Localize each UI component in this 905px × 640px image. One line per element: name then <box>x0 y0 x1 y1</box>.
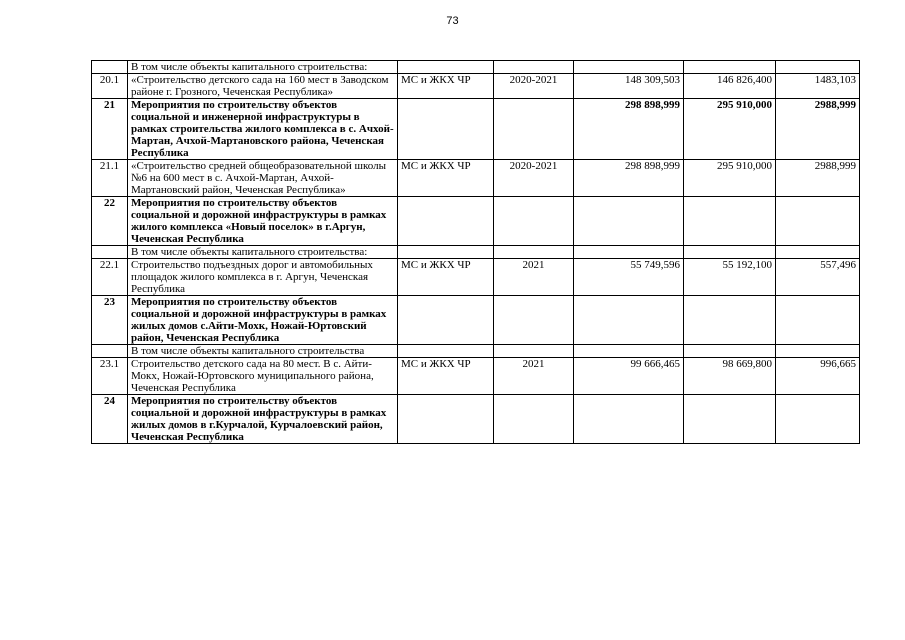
row-number: 23 <box>92 296 128 345</box>
row-period <box>494 197 574 246</box>
row-period <box>494 345 574 358</box>
table-row <box>92 296 860 345</box>
row-total-value: 99 666,465 <box>574 358 684 395</box>
row-number <box>92 246 128 259</box>
row-name: «Строительство средней общеобразовательной школы №6 на 600 мест в с. Ачхой-Мартан, Ачхой-Мартановский район, Чеченская Республика» <box>128 160 398 197</box>
row-executor: МС и ЖКХ ЧР <box>398 74 494 99</box>
row-regional-value <box>776 197 860 246</box>
row-executor: МС и ЖКХ ЧР <box>398 160 494 197</box>
row-period: 2020-2021 <box>494 160 574 197</box>
row-name: «Строительство детского сада на 160 мест в Заводском районе г. Грозного, Чеченская Республика» <box>128 74 398 99</box>
row-federal-value <box>684 395 776 444</box>
row-name: Мероприятия по строительству объектов социальной и инженерной инфраструктуры в рамках строительства жилого комплекса в с. Ачхой-Мартан, Ачхой-Мартановского района, Чеченская Республика <box>128 99 398 160</box>
row-name: В том числе объекты капитального строительства: <box>128 61 398 74</box>
table-row <box>92 61 860 74</box>
row-executor <box>398 61 494 74</box>
row-federal-value <box>684 197 776 246</box>
row-regional-value <box>776 395 860 444</box>
row-executor <box>398 197 494 246</box>
row-total-value: 148 309,503 <box>574 74 684 99</box>
row-total-value <box>574 246 684 259</box>
row-period: 2021 <box>494 358 574 395</box>
row-federal-value: 295 910,000 <box>684 99 776 160</box>
row-regional-value: 2988,999 <box>776 160 860 197</box>
row-regional-value <box>776 246 860 259</box>
row-federal-value: 146 826,400 <box>684 74 776 99</box>
row-number <box>92 345 128 358</box>
row-regional-value <box>776 61 860 74</box>
row-period <box>494 61 574 74</box>
row-executor <box>398 395 494 444</box>
row-executor: МС и ЖКХ ЧР <box>398 259 494 296</box>
row-period <box>494 395 574 444</box>
table-row <box>92 345 860 358</box>
row-number: 22.1 <box>92 259 128 296</box>
table-row <box>92 246 860 259</box>
row-name: Мероприятия по строительству объектов социальной и дорожной инфраструктуры в рамках жилых домов в г.Курчалой, Курчалоевский район, Чеченская Республика <box>128 395 398 444</box>
row-executor <box>398 246 494 259</box>
row-regional-value <box>776 345 860 358</box>
row-number <box>92 61 128 74</box>
row-number: 21 <box>92 99 128 160</box>
table-row <box>92 197 860 246</box>
row-total-value <box>574 61 684 74</box>
row-total-value <box>574 395 684 444</box>
row-executor <box>398 296 494 345</box>
row-federal-value <box>684 61 776 74</box>
row-total-value: 55 749,596 <box>574 259 684 296</box>
table-row <box>92 74 860 99</box>
row-name: Строительство подъездных дорог и автомобильных площадок жилого комплекса в г. Аргун, Чеченская Республика <box>128 259 398 296</box>
row-number: 22 <box>92 197 128 246</box>
row-number: 20.1 <box>92 74 128 99</box>
row-total-value <box>574 345 684 358</box>
table-body <box>92 61 860 444</box>
table-row <box>92 358 860 395</box>
row-name: Мероприятия по строительству объектов социальной и дорожной инфраструктуры в рамках жилых домов с.Айти-Мохк, Ножай-Юртовский район, Чеченская Республика <box>128 296 398 345</box>
row-federal-value: 295 910,000 <box>684 160 776 197</box>
row-federal-value <box>684 296 776 345</box>
row-name: Мероприятия по строительству объектов социальной и дорожной инфраструктуры в рамках жилого комплекса «Новый поселок» в г.Аргун, Чеченская Республика <box>128 197 398 246</box>
table-row <box>92 259 860 296</box>
table-row <box>92 99 860 160</box>
row-number: 21.1 <box>92 160 128 197</box>
row-regional-value: 1483,103 <box>776 74 860 99</box>
row-number: 24 <box>92 395 128 444</box>
row-total-value: 298 898,999 <box>574 160 684 197</box>
row-federal-value: 55 192,100 <box>684 259 776 296</box>
row-executor: МС и ЖКХ ЧР <box>398 358 494 395</box>
row-regional-value <box>776 296 860 345</box>
row-name: В том числе объекты капитального строительства: <box>128 246 398 259</box>
program-table <box>91 60 860 444</box>
row-name: В том числе объекты капитального строительства <box>128 345 398 358</box>
row-number: 23.1 <box>92 358 128 395</box>
table-row <box>92 160 860 197</box>
row-period <box>494 246 574 259</box>
row-name: Строительство детского сада на 80 мест. В с. Айти-Мокх, Ножай-Юртовского муниципального района, Чеченская Республика <box>128 358 398 395</box>
row-total-value: 298 898,999 <box>574 99 684 160</box>
row-period: 2020-2021 <box>494 74 574 99</box>
row-federal-value <box>684 345 776 358</box>
row-federal-value: 98 669,800 <box>684 358 776 395</box>
row-period: 2021 <box>494 259 574 296</box>
row-executor <box>398 345 494 358</box>
row-regional-value: 557,496 <box>776 259 860 296</box>
row-total-value <box>574 197 684 246</box>
page-number: 73 <box>446 15 459 27</box>
row-total-value <box>574 296 684 345</box>
table-row <box>92 395 860 444</box>
row-regional-value: 2988,999 <box>776 99 860 160</box>
row-federal-value <box>684 246 776 259</box>
row-executor <box>398 99 494 160</box>
row-period <box>494 99 574 160</box>
row-regional-value: 996,665 <box>776 358 860 395</box>
row-period <box>494 296 574 345</box>
